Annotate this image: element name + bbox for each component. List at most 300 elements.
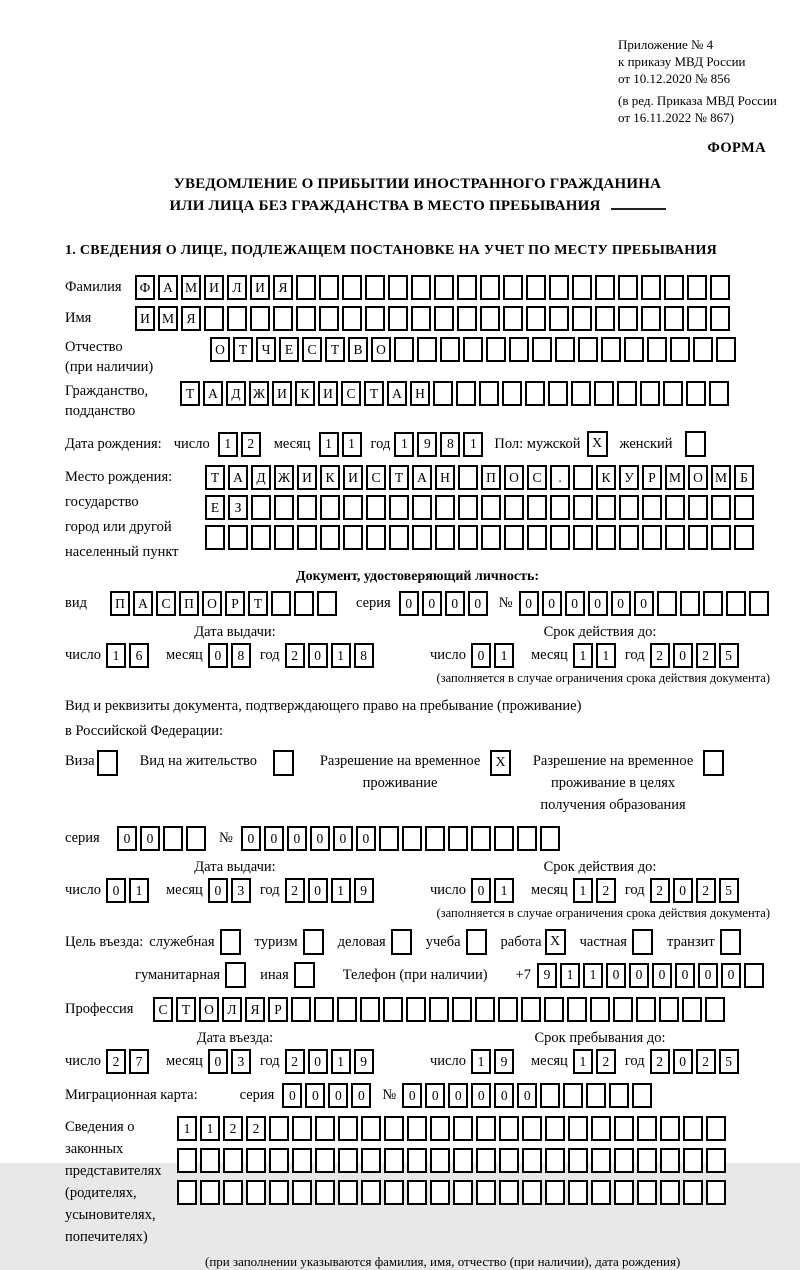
form-cell[interactable]: [548, 381, 568, 406]
form-cell[interactable]: [479, 381, 499, 406]
purpose-private-checkbox[interactable]: [632, 929, 653, 955]
form-cell[interactable]: [274, 525, 294, 550]
form-cell[interactable]: [440, 337, 460, 362]
form-cell[interactable]: С: [156, 591, 176, 616]
form-cell[interactable]: 0: [140, 826, 160, 851]
form-cell[interactable]: К: [295, 381, 315, 406]
form-cell[interactable]: 0: [333, 826, 353, 851]
form-cell[interactable]: [532, 337, 552, 362]
form-cell[interactable]: [475, 997, 495, 1022]
form-cell[interactable]: 1: [583, 963, 603, 988]
form-cell[interactable]: Д: [226, 381, 246, 406]
form-cell[interactable]: С: [153, 997, 173, 1022]
form-cell[interactable]: [453, 1148, 473, 1173]
form-cell[interactable]: 6: [129, 643, 149, 668]
form-cell[interactable]: [522, 1116, 542, 1141]
form-cell[interactable]: [544, 997, 564, 1022]
form-cell[interactable]: [705, 997, 725, 1022]
form-cell[interactable]: Н: [435, 465, 455, 490]
form-cell[interactable]: [292, 1180, 312, 1205]
form-cell[interactable]: З: [228, 495, 248, 520]
form-cell[interactable]: 2: [596, 1049, 616, 1074]
form-cell[interactable]: [609, 1083, 629, 1108]
form-cell[interactable]: И: [343, 465, 363, 490]
form-cell[interactable]: 5: [719, 878, 739, 903]
form-cell[interactable]: 0: [305, 1083, 325, 1108]
form-cell[interactable]: Т: [176, 997, 196, 1022]
form-cell[interactable]: 1: [494, 878, 514, 903]
form-cell[interactable]: [388, 306, 408, 331]
form-cell[interactable]: [682, 997, 702, 1022]
form-cell[interactable]: 0: [721, 963, 741, 988]
form-cell[interactable]: 0: [351, 1083, 371, 1108]
form-cell[interactable]: [636, 997, 656, 1022]
form-cell[interactable]: 0: [356, 826, 376, 851]
form-cell[interactable]: [660, 1148, 680, 1173]
form-cell[interactable]: [613, 997, 633, 1022]
form-cell[interactable]: 0: [634, 591, 654, 616]
form-cell[interactable]: [273, 306, 293, 331]
form-cell[interactable]: [614, 1148, 634, 1173]
form-cell[interactable]: 8: [231, 643, 251, 668]
form-cell[interactable]: [706, 1148, 726, 1173]
form-cell[interactable]: 1: [471, 1049, 491, 1074]
form-cell[interactable]: [734, 495, 754, 520]
form-cell[interactable]: А: [158, 275, 178, 300]
form-cell[interactable]: [463, 337, 483, 362]
form-cell[interactable]: [517, 826, 537, 851]
form-cell[interactable]: [683, 1180, 703, 1205]
form-cell[interactable]: [458, 465, 478, 490]
form-cell[interactable]: [617, 381, 637, 406]
form-cell[interactable]: 1: [319, 432, 339, 457]
form-cell[interactable]: [186, 826, 206, 851]
form-cell[interactable]: О: [688, 465, 708, 490]
form-cell[interactable]: [572, 306, 592, 331]
form-cell[interactable]: 0: [448, 1083, 468, 1108]
form-cell[interactable]: 0: [445, 591, 465, 616]
form-cell[interactable]: 8: [354, 643, 374, 668]
form-cell[interactable]: [618, 306, 638, 331]
form-cell[interactable]: [486, 337, 506, 362]
form-cell[interactable]: 0: [264, 826, 284, 851]
form-cell[interactable]: [504, 525, 524, 550]
form-cell[interactable]: 0: [652, 963, 672, 988]
sex-female-checkbox[interactable]: [685, 431, 706, 457]
form-cell[interactable]: П: [110, 591, 130, 616]
form-cell[interactable]: [317, 591, 337, 616]
form-cell[interactable]: [292, 1148, 312, 1173]
form-cell[interactable]: [297, 525, 317, 550]
form-cell[interactable]: [361, 1180, 381, 1205]
form-cell[interactable]: [663, 381, 683, 406]
form-cell[interactable]: [228, 525, 248, 550]
form-cell[interactable]: [640, 381, 660, 406]
form-cell[interactable]: [384, 1116, 404, 1141]
form-cell[interactable]: Р: [225, 591, 245, 616]
form-cell[interactable]: [402, 826, 422, 851]
form-cell[interactable]: 0: [542, 591, 562, 616]
form-cell[interactable]: [596, 495, 616, 520]
form-cell[interactable]: 2: [285, 1049, 305, 1074]
form-cell[interactable]: Л: [222, 997, 242, 1022]
form-cell[interactable]: А: [412, 465, 432, 490]
form-cell[interactable]: [659, 997, 679, 1022]
form-cell[interactable]: 0: [287, 826, 307, 851]
form-cell[interactable]: 1: [106, 643, 126, 668]
form-cell[interactable]: [614, 1116, 634, 1141]
form-cell[interactable]: [384, 1148, 404, 1173]
form-cell[interactable]: [503, 275, 523, 300]
form-cell[interactable]: 1: [331, 878, 351, 903]
form-cell[interactable]: Я: [245, 997, 265, 1022]
form-cell[interactable]: 1: [177, 1116, 197, 1141]
form-cell[interactable]: [660, 1116, 680, 1141]
form-cell[interactable]: [568, 1116, 588, 1141]
form-cell[interactable]: [614, 1180, 634, 1205]
form-cell[interactable]: У: [619, 465, 639, 490]
form-cell[interactable]: [227, 306, 247, 331]
form-cell[interactable]: О: [504, 465, 524, 490]
residence-permit-checkbox[interactable]: [273, 750, 294, 776]
form-cell[interactable]: [601, 337, 621, 362]
form-cell[interactable]: 0: [208, 878, 228, 903]
form-cell[interactable]: 9: [354, 878, 374, 903]
form-cell[interactable]: [429, 997, 449, 1022]
form-cell[interactable]: 1: [596, 643, 616, 668]
form-cell[interactable]: [343, 495, 363, 520]
form-cell[interactable]: 0: [471, 1083, 491, 1108]
form-cell[interactable]: Е: [279, 337, 299, 362]
form-cell[interactable]: 2: [285, 643, 305, 668]
form-cell[interactable]: 1: [573, 878, 593, 903]
form-cell[interactable]: 7: [129, 1049, 149, 1074]
form-cell[interactable]: 3: [231, 1049, 251, 1074]
form-cell[interactable]: [711, 525, 731, 550]
form-cell[interactable]: И: [272, 381, 292, 406]
form-cell[interactable]: [297, 495, 317, 520]
form-cell[interactable]: И: [318, 381, 338, 406]
form-cell[interactable]: [425, 826, 445, 851]
form-cell[interactable]: [361, 1148, 381, 1173]
form-cell[interactable]: [591, 1148, 611, 1173]
form-cell[interactable]: 5: [719, 1049, 739, 1074]
form-cell[interactable]: 0: [468, 591, 488, 616]
form-cell[interactable]: [251, 495, 271, 520]
form-cell[interactable]: [526, 275, 546, 300]
purpose-humanitarian-checkbox[interactable]: [225, 962, 246, 988]
form-cell[interactable]: 2: [241, 432, 261, 457]
form-cell[interactable]: [726, 591, 746, 616]
form-cell[interactable]: [624, 337, 644, 362]
form-cell[interactable]: [594, 381, 614, 406]
form-cell[interactable]: [632, 1083, 652, 1108]
form-cell[interactable]: Т: [248, 591, 268, 616]
form-cell[interactable]: [664, 275, 684, 300]
form-cell[interactable]: [434, 275, 454, 300]
form-cell[interactable]: Ч: [256, 337, 276, 362]
form-cell[interactable]: [319, 275, 339, 300]
form-cell[interactable]: Б: [734, 465, 754, 490]
form-cell[interactable]: [687, 306, 707, 331]
form-cell[interactable]: Т: [205, 465, 225, 490]
form-cell[interactable]: [481, 495, 501, 520]
form-cell[interactable]: [366, 525, 386, 550]
form-cell[interactable]: 0: [208, 643, 228, 668]
form-cell[interactable]: [246, 1148, 266, 1173]
form-cell[interactable]: [710, 275, 730, 300]
form-cell[interactable]: Р: [642, 465, 662, 490]
form-cell[interactable]: [641, 275, 661, 300]
form-cell[interactable]: [430, 1180, 450, 1205]
form-cell[interactable]: М: [711, 465, 731, 490]
form-cell[interactable]: 2: [650, 1049, 670, 1074]
form-cell[interactable]: [294, 591, 314, 616]
form-cell[interactable]: 0: [308, 878, 328, 903]
form-cell[interactable]: [540, 826, 560, 851]
form-cell[interactable]: [563, 1083, 583, 1108]
form-cell[interactable]: [665, 525, 685, 550]
form-cell[interactable]: [342, 275, 362, 300]
form-cell[interactable]: 0: [328, 1083, 348, 1108]
form-cell[interactable]: [703, 591, 723, 616]
form-cell[interactable]: [545, 1148, 565, 1173]
form-cell[interactable]: [637, 1180, 657, 1205]
form-cell[interactable]: 0: [673, 878, 693, 903]
form-cell[interactable]: [412, 495, 432, 520]
form-cell[interactable]: 0: [422, 591, 442, 616]
form-cell[interactable]: 5: [719, 643, 739, 668]
form-cell[interactable]: П: [179, 591, 199, 616]
form-cell[interactable]: [417, 337, 437, 362]
form-cell[interactable]: [642, 525, 662, 550]
form-cell[interactable]: 0: [308, 1049, 328, 1074]
form-cell[interactable]: Т: [325, 337, 345, 362]
form-cell[interactable]: [296, 275, 316, 300]
form-cell[interactable]: [664, 306, 684, 331]
form-cell[interactable]: [642, 495, 662, 520]
form-cell[interactable]: 3: [231, 878, 251, 903]
form-cell[interactable]: Т: [180, 381, 200, 406]
form-cell[interactable]: 0: [399, 591, 419, 616]
form-cell[interactable]: Е: [205, 495, 225, 520]
form-cell[interactable]: [315, 1180, 335, 1205]
purpose-commercial-checkbox[interactable]: [391, 929, 412, 955]
form-cell[interactable]: 2: [596, 878, 616, 903]
form-cell[interactable]: [660, 1180, 680, 1205]
form-cell[interactable]: [567, 997, 587, 1022]
form-cell[interactable]: [291, 997, 311, 1022]
form-cell[interactable]: [435, 495, 455, 520]
purpose-other-checkbox[interactable]: [294, 962, 315, 988]
form-cell[interactable]: 9: [354, 1049, 374, 1074]
form-cell[interactable]: [527, 495, 547, 520]
form-cell[interactable]: 0: [241, 826, 261, 851]
form-cell[interactable]: [366, 495, 386, 520]
form-cell[interactable]: [499, 1116, 519, 1141]
form-cell[interactable]: А: [387, 381, 407, 406]
form-cell[interactable]: 0: [611, 591, 631, 616]
form-cell[interactable]: [744, 963, 764, 988]
edu-permit-checkbox[interactable]: [703, 750, 724, 776]
form-cell[interactable]: [476, 1180, 496, 1205]
form-cell[interactable]: .: [550, 465, 570, 490]
form-cell[interactable]: [448, 826, 468, 851]
form-cell[interactable]: [384, 1180, 404, 1205]
form-cell[interactable]: 0: [402, 1083, 422, 1108]
form-cell[interactable]: [595, 306, 615, 331]
purpose-transit-checkbox[interactable]: [720, 929, 741, 955]
form-cell[interactable]: [619, 525, 639, 550]
form-cell[interactable]: [716, 337, 736, 362]
form-cell[interactable]: [595, 275, 615, 300]
form-cell[interactable]: [540, 1083, 560, 1108]
form-cell[interactable]: [586, 1083, 606, 1108]
form-cell[interactable]: [205, 525, 225, 550]
form-cell[interactable]: [591, 1180, 611, 1205]
form-cell[interactable]: [430, 1148, 450, 1173]
form-cell[interactable]: [457, 306, 477, 331]
form-cell[interactable]: 0: [673, 643, 693, 668]
form-cell[interactable]: [637, 1148, 657, 1173]
form-cell[interactable]: [320, 525, 340, 550]
form-cell[interactable]: 1: [331, 643, 351, 668]
form-cell[interactable]: А: [133, 591, 153, 616]
form-cell[interactable]: [411, 306, 431, 331]
form-cell[interactable]: [647, 337, 667, 362]
form-cell[interactable]: [545, 1180, 565, 1205]
form-cell[interactable]: [591, 1116, 611, 1141]
form-cell[interactable]: 1: [129, 878, 149, 903]
form-cell[interactable]: Т: [233, 337, 253, 362]
form-cell[interactable]: 1: [560, 963, 580, 988]
form-cell[interactable]: 1: [573, 1049, 593, 1074]
form-cell[interactable]: Н: [410, 381, 430, 406]
form-cell[interactable]: [458, 495, 478, 520]
form-cell[interactable]: [406, 997, 426, 1022]
form-cell[interactable]: 2: [650, 643, 670, 668]
form-cell[interactable]: [319, 306, 339, 331]
form-cell[interactable]: [407, 1148, 427, 1173]
form-cell[interactable]: С: [302, 337, 322, 362]
form-cell[interactable]: [223, 1180, 243, 1205]
form-cell[interactable]: [665, 495, 685, 520]
form-cell[interactable]: Т: [364, 381, 384, 406]
form-cell[interactable]: 1: [463, 432, 483, 457]
form-cell[interactable]: [670, 337, 690, 362]
form-cell[interactable]: [618, 275, 638, 300]
visa-checkbox[interactable]: [97, 750, 118, 776]
form-cell[interactable]: [680, 591, 700, 616]
sex-male-checkbox[interactable]: X: [587, 431, 608, 457]
form-cell[interactable]: [296, 306, 316, 331]
form-cell[interactable]: 2: [696, 878, 716, 903]
form-cell[interactable]: [456, 381, 476, 406]
form-cell[interactable]: [338, 1180, 358, 1205]
form-cell[interactable]: 1: [494, 643, 514, 668]
form-cell[interactable]: И: [297, 465, 317, 490]
form-cell[interactable]: [637, 1116, 657, 1141]
form-cell[interactable]: [315, 1148, 335, 1173]
form-cell[interactable]: [687, 275, 707, 300]
form-cell[interactable]: [274, 495, 294, 520]
form-cell[interactable]: [549, 275, 569, 300]
form-cell[interactable]: М: [181, 275, 201, 300]
form-cell[interactable]: 2: [650, 878, 670, 903]
form-cell[interactable]: И: [250, 275, 270, 300]
form-cell[interactable]: Л: [227, 275, 247, 300]
form-cell[interactable]: Ж: [274, 465, 294, 490]
form-cell[interactable]: Р: [268, 997, 288, 1022]
form-cell[interactable]: [503, 306, 523, 331]
form-cell[interactable]: 0: [565, 591, 585, 616]
form-cell[interactable]: 2: [696, 643, 716, 668]
form-cell[interactable]: [555, 337, 575, 362]
form-cell[interactable]: 1: [394, 432, 414, 457]
form-cell[interactable]: [494, 826, 514, 851]
form-cell[interactable]: [521, 997, 541, 1022]
form-cell[interactable]: М: [665, 465, 685, 490]
form-cell[interactable]: 1: [200, 1116, 220, 1141]
form-cell[interactable]: 0: [471, 643, 491, 668]
form-cell[interactable]: 0: [673, 1049, 693, 1074]
form-cell[interactable]: [342, 306, 362, 331]
form-cell[interactable]: [337, 997, 357, 1022]
form-cell[interactable]: [338, 1116, 358, 1141]
form-cell[interactable]: [522, 1180, 542, 1205]
form-cell[interactable]: Я: [181, 306, 201, 331]
form-cell[interactable]: [734, 525, 754, 550]
form-cell[interactable]: [338, 1148, 358, 1173]
form-cell[interactable]: [430, 1116, 450, 1141]
form-cell[interactable]: [343, 525, 363, 550]
form-cell[interactable]: 2: [285, 878, 305, 903]
form-cell[interactable]: 0: [629, 963, 649, 988]
form-cell[interactable]: [163, 826, 183, 851]
form-cell[interactable]: [749, 591, 769, 616]
form-cell[interactable]: [657, 591, 677, 616]
form-cell[interactable]: Д: [251, 465, 271, 490]
form-cell[interactable]: [383, 997, 403, 1022]
form-cell[interactable]: М: [158, 306, 178, 331]
form-cell[interactable]: 0: [117, 826, 137, 851]
form-cell[interactable]: [499, 1148, 519, 1173]
form-cell[interactable]: [573, 465, 593, 490]
form-cell[interactable]: 0: [208, 1049, 228, 1074]
form-cell[interactable]: [177, 1148, 197, 1173]
form-cell[interactable]: [480, 306, 500, 331]
form-cell[interactable]: [453, 1180, 473, 1205]
form-cell[interactable]: [571, 381, 591, 406]
form-cell[interactable]: [365, 306, 385, 331]
form-cell[interactable]: [292, 1116, 312, 1141]
form-cell[interactable]: [361, 1116, 381, 1141]
form-cell[interactable]: [389, 495, 409, 520]
form-cell[interactable]: [596, 525, 616, 550]
form-cell[interactable]: 1: [573, 643, 593, 668]
form-cell[interactable]: [525, 381, 545, 406]
form-cell[interactable]: [590, 997, 610, 1022]
form-cell[interactable]: [271, 591, 291, 616]
form-cell[interactable]: [412, 525, 432, 550]
form-cell[interactable]: [706, 1116, 726, 1141]
form-cell[interactable]: Ж: [249, 381, 269, 406]
form-cell[interactable]: [545, 1116, 565, 1141]
form-cell[interactable]: [223, 1148, 243, 1173]
form-cell[interactable]: [683, 1148, 703, 1173]
form-cell[interactable]: [688, 525, 708, 550]
form-cell[interactable]: 0: [106, 878, 126, 903]
